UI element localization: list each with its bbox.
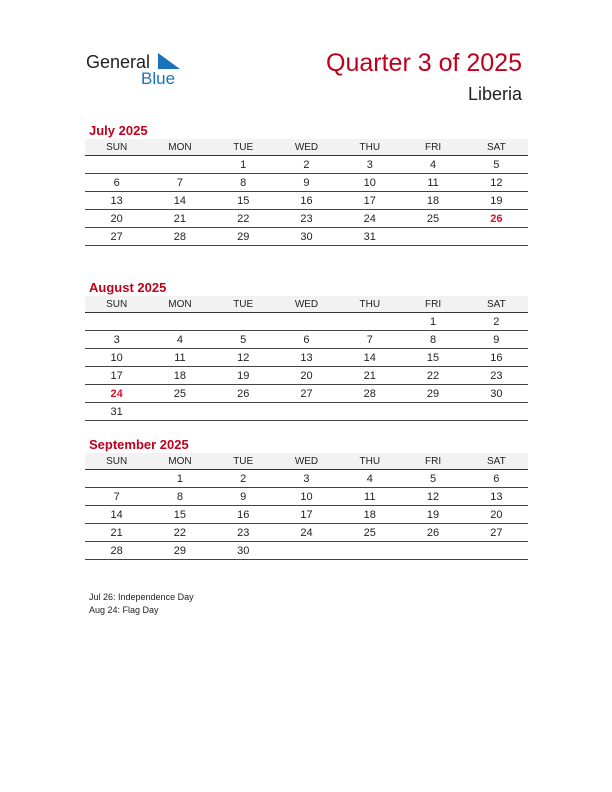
day-cell: 18: [338, 506, 401, 524]
calendar-body: [85, 470, 528, 560]
day-cell: 21: [85, 524, 148, 542]
day-cell: 24: [275, 524, 338, 542]
day-cell: 30: [465, 385, 528, 403]
empty-day-cell: [148, 156, 211, 174]
day-cell: 21: [338, 367, 401, 385]
day-cell: 13: [465, 488, 528, 506]
weekday-label: SUN: [85, 453, 148, 470]
day-cell: 17: [85, 367, 148, 385]
empty-day-cell: [275, 313, 338, 331]
day-cell: 11: [338, 488, 401, 506]
week-row: [85, 228, 528, 246]
day-cell: 21: [148, 210, 211, 228]
day-cell: 27: [465, 524, 528, 542]
week-row: [85, 156, 528, 174]
calendar-body: [85, 156, 528, 246]
day-cell: 27: [85, 228, 148, 246]
empty-day-cell: [85, 313, 148, 331]
week-row: [85, 470, 528, 488]
day-cell: 7: [85, 488, 148, 506]
day-cell: 16: [275, 192, 338, 210]
week-row: [85, 524, 528, 542]
week-row: [85, 385, 528, 403]
day-cell: 11: [401, 174, 464, 192]
day-cell: 15: [148, 506, 211, 524]
empty-day-cell: [212, 403, 275, 421]
day-cell: 31: [338, 228, 401, 246]
day-cell: 8: [401, 331, 464, 349]
weekday-header-row: [85, 453, 528, 470]
empty-day-cell: [465, 228, 528, 246]
calendar-table: [85, 453, 528, 560]
holiday-note: Jul 26: Independence Day: [89, 592, 194, 602]
day-cell: 2: [275, 156, 338, 174]
day-cell: 30: [212, 542, 275, 560]
calendar-body: [85, 313, 528, 421]
day-cell: 12: [401, 488, 464, 506]
empty-day-cell: [275, 403, 338, 421]
empty-day-cell: [465, 542, 528, 560]
day-cell: 9: [275, 174, 338, 192]
empty-day-cell: [148, 403, 211, 421]
day-cell: 2: [465, 313, 528, 331]
weekday-label: TUE: [212, 139, 275, 156]
week-row: [85, 488, 528, 506]
weekday-header-row: [85, 139, 528, 156]
day-cell: 3: [275, 470, 338, 488]
day-cell: 16: [212, 506, 275, 524]
page-title: Quarter 3 of 2025: [326, 49, 522, 77]
day-cell: 14: [85, 506, 148, 524]
weekday-label: TUE: [212, 453, 275, 470]
day-cell: 2: [212, 470, 275, 488]
empty-day-cell: [465, 403, 528, 421]
day-cell: 23: [465, 367, 528, 385]
empty-day-cell: [401, 542, 464, 560]
day-cell: 22: [401, 367, 464, 385]
week-row: [85, 349, 528, 367]
empty-day-cell: [338, 542, 401, 560]
week-row: [85, 192, 528, 210]
week-row: [85, 403, 528, 421]
empty-day-cell: [338, 403, 401, 421]
day-cell: 30: [275, 228, 338, 246]
day-cell: 7: [338, 331, 401, 349]
month-july: [85, 122, 528, 246]
calendar-table: [85, 139, 528, 246]
weekday-label: SAT: [465, 296, 528, 313]
empty-day-cell: [401, 403, 464, 421]
day-cell: 22: [212, 210, 275, 228]
week-row: [85, 331, 528, 349]
day-cell: 12: [465, 174, 528, 192]
weekday-label: SUN: [85, 296, 148, 313]
weekday-label: THU: [338, 453, 401, 470]
day-cell: 25: [338, 524, 401, 542]
day-cell: 20: [465, 506, 528, 524]
weekday-label: FRI: [401, 453, 464, 470]
weekday-label: SAT: [465, 139, 528, 156]
weekday-label: THU: [338, 296, 401, 313]
day-cell: 10: [338, 174, 401, 192]
holiday-note: Aug 24: Flag Day: [89, 605, 159, 615]
month-september: [85, 436, 528, 560]
day-cell: 4: [338, 470, 401, 488]
day-cell: 28: [148, 228, 211, 246]
day-cell: 13: [85, 192, 148, 210]
day-cell: 19: [401, 506, 464, 524]
day-cell: 1: [401, 313, 464, 331]
empty-day-cell: [338, 313, 401, 331]
logo-general-text: General: [86, 52, 151, 72]
day-cell: 6: [85, 174, 148, 192]
weekday-label: THU: [338, 139, 401, 156]
day-cell: 12: [212, 349, 275, 367]
weekday-label: FRI: [401, 139, 464, 156]
week-row: [85, 367, 528, 385]
weekday-label: MON: [148, 453, 211, 470]
weekday-label: WED: [275, 296, 338, 313]
day-cell: 14: [338, 349, 401, 367]
day-cell: 16: [465, 349, 528, 367]
day-cell: 19: [465, 192, 528, 210]
day-cell: 3: [338, 156, 401, 174]
day-cell: 9: [212, 488, 275, 506]
empty-day-cell: [148, 313, 211, 331]
weekday-label: FRI: [401, 296, 464, 313]
day-cell: 23: [275, 210, 338, 228]
day-cell: 14: [148, 192, 211, 210]
month-title: August 2025: [89, 280, 167, 295]
day-cell: 15: [401, 349, 464, 367]
day-cell: 3: [85, 331, 148, 349]
weekday-label: TUE: [212, 296, 275, 313]
day-cell: 28: [338, 385, 401, 403]
logo: [86, 50, 186, 90]
day-cell: 8: [148, 488, 211, 506]
logo-triangle-icon: [158, 53, 180, 69]
day-cell: 4: [148, 331, 211, 349]
day-cell: 18: [401, 192, 464, 210]
day-cell: 5: [401, 470, 464, 488]
day-cell: 22: [148, 524, 211, 542]
day-cell: 31: [85, 403, 148, 421]
day-cell: 10: [85, 349, 148, 367]
day-cell: 13: [275, 349, 338, 367]
day-cell: 24: [338, 210, 401, 228]
day-cell: 1: [148, 470, 211, 488]
day-cell: 1: [212, 156, 275, 174]
week-row: [85, 210, 528, 228]
week-row: [85, 542, 528, 560]
weekday-label: MON: [148, 139, 211, 156]
month-august: [85, 279, 528, 421]
day-cell: 20: [275, 367, 338, 385]
month-title: September 2025: [89, 437, 189, 452]
weekday-label: WED: [275, 453, 338, 470]
empty-day-cell: [401, 228, 464, 246]
day-cell: 25: [148, 385, 211, 403]
day-cell: 28: [85, 542, 148, 560]
weekday-header-row: [85, 296, 528, 313]
day-cell: 18: [148, 367, 211, 385]
day-cell: 29: [401, 385, 464, 403]
day-cell: 24: [85, 385, 148, 403]
day-cell: 19: [212, 367, 275, 385]
day-cell: 4: [401, 156, 464, 174]
empty-day-cell: [85, 470, 148, 488]
week-row: [85, 313, 528, 331]
day-cell: 11: [148, 349, 211, 367]
calendar-table: [85, 296, 528, 421]
day-cell: 23: [212, 524, 275, 542]
holiday-notes: [89, 591, 194, 617]
empty-day-cell: [275, 542, 338, 560]
day-cell: 6: [465, 470, 528, 488]
weekday-label: SAT: [465, 453, 528, 470]
logo-blue-text: Blue: [141, 69, 176, 88]
day-cell: 9: [465, 331, 528, 349]
week-row: [85, 506, 528, 524]
weekday-label: MON: [148, 296, 211, 313]
day-cell: 25: [401, 210, 464, 228]
weekday-label: WED: [275, 139, 338, 156]
day-cell: 7: [148, 174, 211, 192]
day-cell: 10: [275, 488, 338, 506]
day-cell: 27: [275, 385, 338, 403]
weekday-label: SUN: [85, 139, 148, 156]
day-cell: 5: [212, 331, 275, 349]
day-cell: 29: [212, 228, 275, 246]
day-cell: 8: [212, 174, 275, 192]
day-cell: 6: [275, 331, 338, 349]
week-row: [85, 174, 528, 192]
day-cell: 26: [465, 210, 528, 228]
empty-day-cell: [85, 156, 148, 174]
day-cell: 5: [465, 156, 528, 174]
empty-day-cell: [212, 313, 275, 331]
day-cell: 29: [148, 542, 211, 560]
day-cell: 17: [338, 192, 401, 210]
day-cell: 17: [275, 506, 338, 524]
day-cell: 26: [401, 524, 464, 542]
day-cell: 20: [85, 210, 148, 228]
day-cell: 26: [212, 385, 275, 403]
day-cell: 15: [212, 192, 275, 210]
month-title: July 2025: [89, 123, 148, 138]
country-name: Liberia: [467, 84, 522, 104]
